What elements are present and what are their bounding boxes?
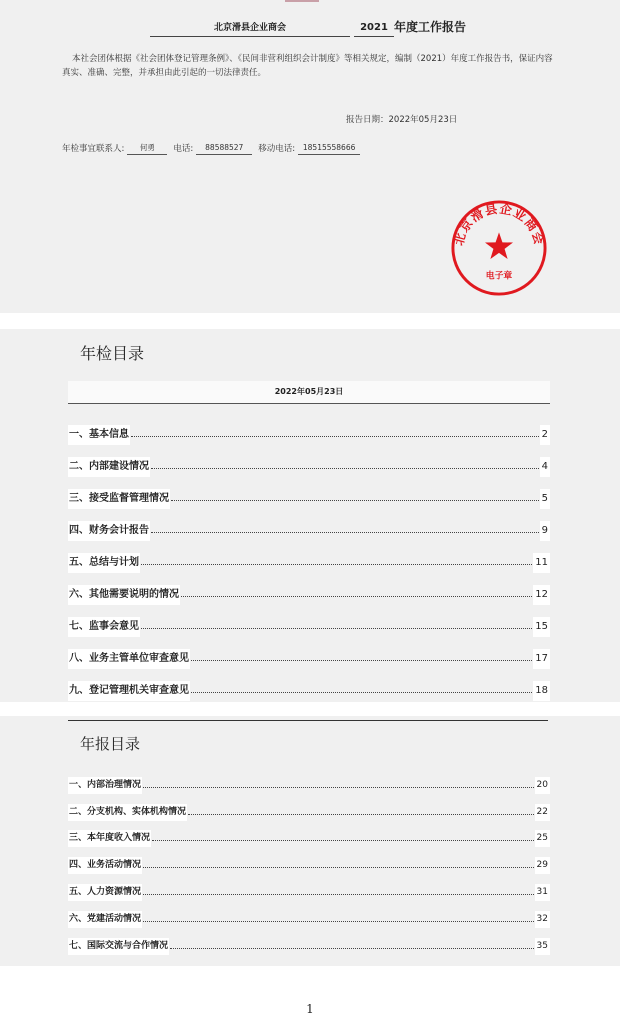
phone-label: 电话: [173,144,194,154]
cover-panel [0,0,620,313]
toc-item-page: 12 [533,585,550,605]
toc-item[interactable] [68,794,550,821]
mobile-label: 移动电话: [258,144,296,154]
toc-item-label: 六、其他需要说明的情况 [68,585,180,605]
toc-item[interactable] [68,767,550,794]
toc-leader-dots [171,500,539,501]
seal-ring-text: 北京滑县企业商会 [451,201,547,248]
toc-item-page: 5 [540,489,550,509]
inspection-toc-date: 2022年05月23日 [68,381,550,404]
toc-leader-dots [152,840,534,841]
toc-item[interactable] [68,821,550,848]
toc-item[interactable] [68,901,550,928]
toc-item-page: 2 [540,425,550,445]
toc-item-label: 三、本年度收入情况 [68,830,151,847]
toc-item-page: 32 [535,911,550,928]
toc-leader-dots [143,787,534,788]
report-title: 年度工作报告 [394,20,467,34]
annual-toc-title: 年报目录 [80,735,141,753]
toc-leader-dots [191,660,532,661]
toc-item-label: 四、财务会计报告 [68,521,150,541]
mobile-field: 18515558666 [298,141,360,155]
toc-leader-dots [143,894,534,895]
report-date [346,113,457,125]
toc-leader-dots [143,921,534,922]
toc-item-label: 一、内部治理情况 [68,777,142,794]
toc-leader-dots [170,948,534,949]
toc-item-label: 三、接受监督管理情况 [68,489,170,509]
report-date-value: 2022年05月23日 [388,115,458,125]
toc-item-label: 一、基本信息 [68,425,130,445]
seal-star-icon [485,232,513,259]
toc-leader-dots [181,596,532,597]
toc-item[interactable] [68,541,550,573]
contact-label: 年检事宜联系人: [62,144,125,154]
toc-leader-dots [141,628,532,629]
page-number: 1 [306,1002,314,1016]
toc-leader-dots [141,564,532,565]
toc-leader-dots [131,436,539,437]
electronic-seal [450,199,548,297]
toc-item-page: 4 [540,457,550,477]
toc-item-page: 18 [533,681,550,701]
toc-leader-dots [151,468,539,469]
toc-leader-dots [188,814,534,815]
toc-item-label: 五、总结与计划 [68,553,140,573]
top-mark [285,0,319,2]
toc-item-page: 15 [533,617,550,637]
toc-item-label: 二、分支机构、实体机构情况 [68,804,187,821]
toc-item[interactable] [68,605,550,637]
section-rule [68,720,548,721]
toc-item[interactable] [68,445,550,477]
toc-item[interactable] [68,637,550,669]
inspection-toc-title: 年检目录 [80,344,145,363]
toc-item-page: 25 [535,830,550,847]
toc-item-label: 七、监事会意见 [68,617,140,637]
toc-item-label: 五、人力资源情况 [68,884,142,901]
toc-item-page: 20 [535,777,550,794]
toc-item-page: 31 [535,884,550,901]
report-date-label: 报告日期： [346,115,389,125]
seal-bottom-text: 电子章 [485,271,513,282]
phone-field: 88588527 [196,141,252,155]
toc-item[interactable] [68,928,550,955]
report-year: 2021 [354,20,394,37]
toc-item[interactable] [68,874,550,901]
toc-item-page: 9 [540,521,550,541]
toc-leader-dots [143,867,534,868]
toc-item-page: 22 [535,804,550,821]
toc-item[interactable] [68,477,550,509]
toc-item-label: 八、业务主管单位审查意见 [68,649,190,669]
toc-item-page: 17 [533,649,550,669]
toc-item-page: 35 [535,938,550,955]
toc-item-label: 二、内部建设情况 [68,457,150,477]
toc-item-label: 七、国际交流与合作情况 [68,938,169,955]
toc-item[interactable] [68,573,550,605]
annual-toc-list [68,767,550,955]
toc-item-label: 六、党建活动情况 [68,911,142,928]
toc-item-label: 九、登记管理机关审查意见 [68,681,190,701]
toc-leader-dots [151,532,539,533]
toc-item[interactable] [68,669,550,701]
inspection-toc-list [68,413,550,701]
toc-leader-dots [191,692,532,693]
org-name: 北京滑县企业商会 [150,20,350,37]
contact-row [62,141,366,155]
toc-item-page: 11 [533,553,550,573]
toc-item-page: 29 [535,857,550,874]
intro-statement: 本社会团体根据《社会团体登记管理条例》、《民间非营利组织会计制度》等相关规定，编制（2021）年度工作报告书，保证内容真实、准确、完整，并承担由此引起的一切法律责任。 [62,54,553,78]
contact-name-field: 何勇 [127,141,167,155]
toc-item-label: 四、业务活动情况 [68,857,142,874]
toc-item[interactable] [68,509,550,541]
toc-item[interactable] [68,413,550,445]
toc-item[interactable] [68,847,550,874]
